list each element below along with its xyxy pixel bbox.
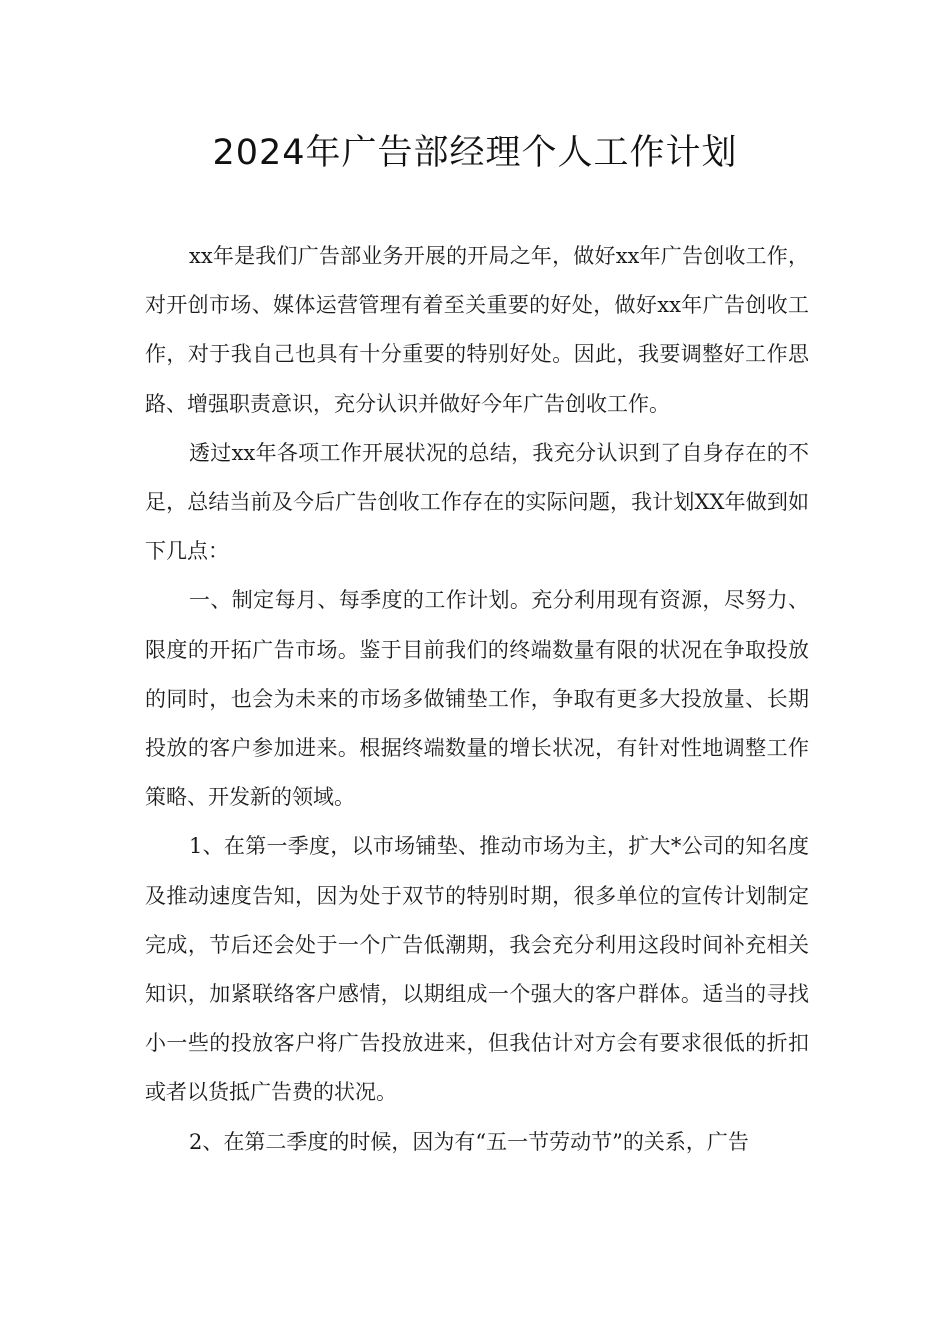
paragraph-q1: 1、在第一季度，以市场铺垫、推动市场为主，扩大*公司的知名度及推动速度告知，因为处于双节的特别时期，很多单位的宣传计划制定完成，节后还会处于一个广告低潮期，我会充分利用这段时间补充相关知识，加紧联络客户感情，以期组成一个强大的客户群体。适当的寻找小一些的投放客户将广告投放进来，但我估计对方会有要求很低的折扣或者以货抵广告费的状况。: [145, 834, 809, 1105]
paragraph-summary: 透过xx年各项工作开展状况的总结，我充分认识到了自身存在的不足，总结当前及今后广告创收工作存在的实际问题，我计划XX年做到如下几点：: [145, 440, 809, 564]
document-body: [145, 232, 809, 1167]
paragraph-section-one: 一、制定每月、每季度的工作计划。充分利用现有资源，尽努力、限度的开拓广告市场。鉴于目前我们的终端数量有限的状况在争取投放的同时，也会为未来的市场多做铺垫工作，争取有更多大投放量、长期投放的客户参加进来。根据终端数量的增长状况，有针对性地调整工作策略、开发新的领域。: [145, 588, 809, 810]
paragraph-intro: xx年是我们广告部业务开展的开局之年，做好xx年广告创收工作，对开创市场、媒体运营管理有着至关重要的好处，做好xx年广告创收工作，对于我自己也具有十分重要的特别好处。因此，我要调整好工作思路、增强职责意识，充分认识并做好今年广告创收工作。: [145, 244, 809, 416]
paragraph-q2: 2、在第二季度的时候，因为有“五一节劳动节”的关系，广告: [189, 1129, 749, 1154]
document-title: 2024年广告部经理个人工作计划: [212, 133, 738, 173]
